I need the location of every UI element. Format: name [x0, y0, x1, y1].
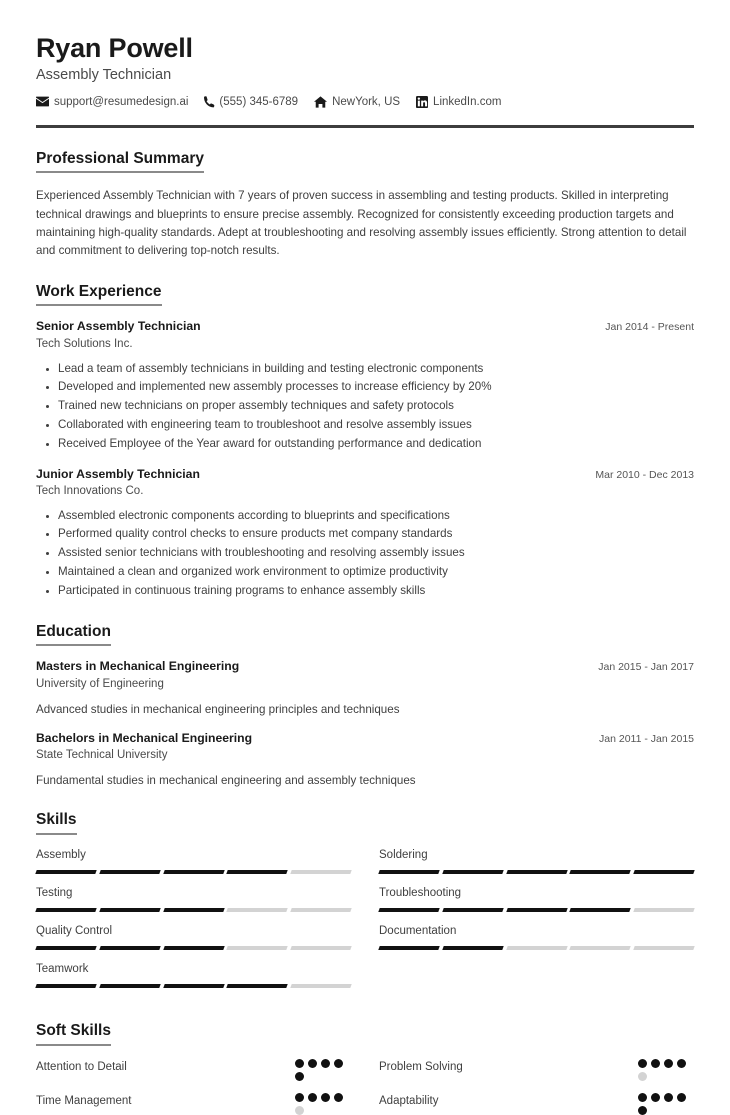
skill-segment [442, 946, 503, 950]
contact-item-phone[interactable] [204, 96, 298, 108]
soft-skill-label: Problem Solving [379, 1060, 463, 1073]
skill-segment [227, 870, 288, 874]
experience-entries [36, 319, 694, 600]
degree-description: Fundamental studies in mechanical engineering and assembly techniques [36, 774, 416, 788]
job-date: Mar 2010 - Dec 2013 [595, 468, 694, 481]
company-name: Tech Innovations Co. [36, 484, 144, 497]
skill-segment [633, 946, 694, 950]
soft-skill-dot [308, 1093, 317, 1102]
phone-icon [204, 96, 214, 108]
section-heading: Skills [36, 811, 77, 835]
skill-level-bar [379, 870, 694, 874]
skill-item [379, 848, 694, 874]
candidate-name: Ryan Powell [36, 33, 193, 63]
section-heading: Professional Summary [36, 150, 204, 174]
skill-segment [290, 908, 351, 912]
skill-segment [378, 946, 439, 950]
skill-item [36, 886, 351, 912]
job-bullet: • Collaborated with engineering team to troubleshoot and resolve assembly issues [58, 416, 694, 435]
job-bullet: • Maintained a clean and organized work environment to optimize productivity [58, 563, 694, 582]
skill-label: Quality Control [36, 924, 113, 937]
skill-segment [35, 946, 96, 950]
degree-title: Masters in Mechanical Engineering [36, 659, 240, 674]
skill-segment [163, 984, 224, 988]
skill-segment [506, 946, 567, 950]
entry-header [36, 659, 694, 674]
section-soft-skills [36, 1022, 694, 1115]
degree-title: Bachelors in Mechanical Engineering [36, 730, 253, 745]
skill-segment [570, 908, 631, 912]
section-work-experience [36, 283, 694, 601]
experience-entry [36, 319, 694, 453]
skill-item [36, 848, 351, 874]
skill-segment [378, 870, 439, 874]
contact-text: NewYork, US [332, 95, 401, 108]
skill-label: Teamwork [36, 962, 89, 975]
entry-header [36, 731, 694, 746]
skill-segment [290, 984, 351, 988]
education-entry [36, 731, 694, 789]
school-name: State Technical University [36, 749, 168, 762]
resume-header [36, 0, 694, 108]
section-education [36, 623, 694, 790]
job-bullet: • Lead a team of assembly technicians in building and testing electronic components [58, 360, 694, 379]
skill-label: Testing [36, 886, 73, 899]
skill-segment [633, 870, 694, 874]
soft-skill-item [36, 1059, 351, 1081]
soft-skill-item [379, 1093, 694, 1115]
contact-text: LinkedIn.com [433, 95, 502, 108]
soft-skill-dot [295, 1072, 304, 1081]
job-bullet: • Participated in continuous training programs to enhance assembly skills [58, 582, 694, 601]
skill-segment [290, 946, 351, 950]
soft-skill-label: Attention to Detail [36, 1060, 127, 1073]
soft-skill-dot [295, 1059, 304, 1068]
skill-segment [35, 870, 96, 874]
skill-segment [227, 908, 288, 912]
contact-item-linkedin[interactable] [416, 96, 501, 108]
job-bullet: • Assisted senior technicians with troubleshooting and resolving assembly issues [58, 544, 694, 563]
envelope-icon [36, 96, 49, 107]
degree-description: Advanced studies in mechanical engineering principles and techniques [36, 702, 400, 716]
soft-skill-dot [664, 1059, 673, 1068]
job-bullet: • Assembled electronic components according to blueprints and specifications [58, 507, 694, 526]
skill-segment [99, 870, 160, 874]
section-professional-summary [36, 150, 694, 261]
skill-segment [570, 946, 631, 950]
soft-skills-grid [36, 1059, 694, 1115]
skill-segment [99, 946, 160, 950]
contact-list [36, 96, 694, 108]
soft-skill-dot [664, 1093, 673, 1102]
skill-segment [442, 870, 503, 874]
contact-item-envelope[interactable] [36, 96, 188, 108]
soft-skill-dot [295, 1106, 304, 1115]
contact-text: (555) 345-6789 [219, 95, 299, 108]
home-icon [314, 96, 327, 108]
skill-segment [378, 908, 439, 912]
entry-header [36, 467, 694, 482]
soft-skill-label: Adaptability [379, 1094, 439, 1107]
degree-date: Jan 2011 - Jan 2015 [599, 732, 694, 745]
skill-label: Documentation [379, 924, 457, 937]
skill-segment [442, 908, 503, 912]
skill-item [36, 924, 351, 950]
soft-skill-rating [638, 1093, 694, 1115]
skill-level-bar [36, 946, 351, 950]
skill-level-bar [379, 946, 694, 950]
education-entries [36, 659, 694, 789]
skill-segment [506, 870, 567, 874]
job-bullet: • Trained new technicians on proper assembly techniques and safety protocols [58, 397, 694, 416]
soft-skill-dot [321, 1093, 330, 1102]
skill-segment [99, 908, 160, 912]
soft-skill-rating [295, 1093, 351, 1115]
skill-item [36, 962, 351, 988]
job-title: Junior Assembly Technician [36, 466, 200, 481]
skill-segment [506, 908, 567, 912]
section-skills [36, 811, 694, 1000]
job-bullet: • Performed quality control checks to ensure products met company standards [58, 525, 694, 544]
job-bullets [36, 360, 694, 454]
soft-skill-dot [638, 1072, 647, 1081]
soft-skill-dot [638, 1106, 647, 1115]
job-bullet: • Received Employee of the Year award for outstanding performance and dedication [58, 435, 694, 454]
skill-segment [99, 984, 160, 988]
soft-skill-dot [677, 1093, 686, 1102]
soft-skill-dot [295, 1093, 304, 1102]
soft-skill-dot [651, 1059, 660, 1068]
soft-skill-dot [321, 1059, 330, 1068]
candidate-role: Assembly Technician [36, 67, 172, 84]
skill-label: Troubleshooting [379, 886, 462, 899]
skill-segment [163, 946, 224, 950]
soft-skill-rating [638, 1059, 694, 1081]
job-date: Jan 2014 - Present [605, 321, 694, 334]
job-bullets [36, 507, 694, 601]
skill-item [379, 886, 694, 912]
soft-skill-item [36, 1093, 351, 1115]
soft-skill-dot [334, 1093, 343, 1102]
skill-segment [163, 908, 224, 912]
section-heading: Soft Skills [36, 1022, 111, 1046]
job-bullet: • Developed and implemented new assembly processes to increase efficiency by 20% [58, 378, 694, 397]
skills-grid [36, 848, 694, 1000]
skill-level-bar [36, 984, 351, 988]
skill-level-bar [36, 870, 351, 874]
skill-segment [35, 908, 96, 912]
soft-skill-dot [638, 1059, 647, 1068]
soft-skill-label: Time Management [36, 1094, 132, 1107]
summary-text: Experienced Assembly Technician with 7 years of proven success in assembling and testing products. Skilled in interpreting technical drawings and blueprints to ensure precise assembly. Recognized for consistently exceeding production targets and maintaining high-quality standards. Adept at troubleshooting and resolving assembly issues efficiently. Strong attention to detail and commitment to delivering top-notch results. [36, 189, 687, 258]
experience-entry [36, 467, 694, 601]
contact-item-home[interactable] [314, 96, 400, 108]
skill-segment [633, 908, 694, 912]
skill-segment [227, 946, 288, 950]
soft-skill-dot [677, 1059, 686, 1068]
skill-level-bar [379, 908, 694, 912]
skill-level-bar [36, 908, 351, 912]
soft-skill-dot [308, 1059, 317, 1068]
skill-segment [227, 984, 288, 988]
soft-skill-dot [638, 1093, 647, 1102]
company-name: Tech Solutions Inc. [36, 337, 133, 350]
education-entry [36, 659, 694, 717]
skill-segment [35, 984, 96, 988]
soft-skill-item [379, 1059, 694, 1081]
degree-date: Jan 2015 - Jan 2017 [598, 661, 694, 674]
linkedin-icon [416, 96, 428, 108]
skill-segment [570, 870, 631, 874]
entry-header [36, 319, 694, 334]
section-heading: Work Experience [36, 283, 162, 307]
contact-text: support@resumedesign.ai [54, 95, 189, 108]
skill-item [379, 924, 694, 950]
header-divider [36, 125, 694, 128]
skill-segment [163, 870, 224, 874]
skill-segment [290, 870, 351, 874]
soft-skill-rating [295, 1059, 351, 1081]
skill-label: Soldering [379, 849, 428, 862]
skill-label: Assembly [36, 849, 86, 862]
school-name: University of Engineering [36, 677, 164, 690]
soft-skill-dot [334, 1059, 343, 1068]
soft-skill-dot [651, 1093, 660, 1102]
section-heading: Education [36, 623, 111, 647]
job-title: Senior Assembly Technician [36, 319, 201, 334]
